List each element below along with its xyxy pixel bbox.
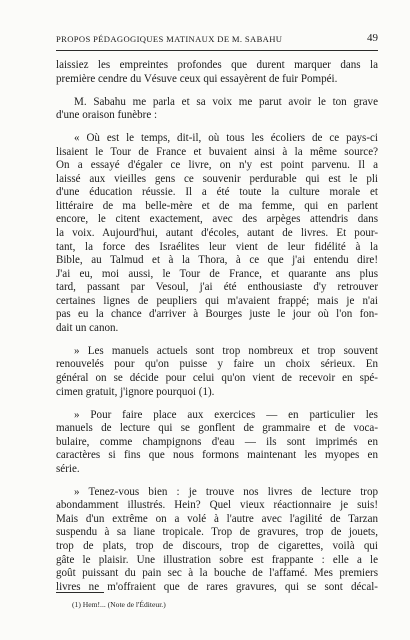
- footnote: (1) Hem!... (Note de l'Éditeur.): [72, 600, 166, 609]
- text-line: suspendu à sa liane tropicale. Trop de gravures, trop de jouets,: [56, 526, 378, 539]
- running-title: PROPOS PÉDAGOGIQUES MATINAUX DE M. SABAHU: [56, 34, 283, 44]
- text-line: bulaire, comme champignons d'eau — ils sont imprimés en: [56, 435, 378, 448]
- text-line: dait un canon.: [56, 321, 119, 334]
- text-line: M. Sabahu me parla et sa voix me parut avoir le ton grave: [74, 95, 378, 108]
- text-line: abondamment illustrés. Hein? Quel vieux réactionnaire je suis!: [56, 499, 378, 512]
- text-line: manuels de lecture qui se gonflent de grammaire et de voca-: [56, 422, 378, 435]
- text-line: goût puissant du pain sec à la bouche de l'affamé. Mes premiers: [56, 567, 378, 580]
- text-line: » Tenez-vous bien : je trouve nos livres de lecture trop: [74, 485, 378, 498]
- text-line: littéraire de ma belle-mère et de ma femme, qui en parlent: [56, 199, 378, 212]
- text-line: d'une oraison funèbre :: [56, 109, 158, 122]
- page-number: 49: [367, 32, 378, 44]
- text-line: renouvelés pour qu'on puisse y faire un choix sérieux. En: [56, 358, 378, 371]
- text-line: général on se décide pour celui qu'on vient de recevoir en spé-: [56, 371, 378, 384]
- text-line: Bible, au Talmud et à la Thora, à ce que j'ai entendu dire!: [56, 254, 378, 267]
- paragraph: [56, 409, 378, 477]
- text-line: Mais d'un extrême on a volé à l'autre avec l'agilité de Tarzan: [56, 512, 378, 525]
- text-line: la voix. Aujourd'hui, autant d'écoles, autant de livres. Et pour-: [56, 227, 378, 240]
- text-line: cimen gratuit, j'ignore pourquoi (1).: [56, 385, 215, 398]
- paragraph: [56, 132, 378, 335]
- body-text: [56, 59, 378, 594]
- text-line: première cendre du Vésuve ceux qui essayèrent de fuir Pompéi.: [56, 72, 338, 85]
- text-line: pas eu la chance d'arriver à Bourges juste le jour où l'on fon-: [56, 308, 378, 321]
- running-head: [56, 34, 378, 48]
- text-line: encore, le citent exactement, avec des arpèges attendris dans: [56, 213, 378, 226]
- text-line: » Les manuels actuels sont trop nombreux et trop souvent: [74, 344, 378, 357]
- text-line: » Pour faire place aux exercices — en particulier les: [74, 408, 378, 421]
- text-line: trop de plats, trop de discours, trop de cigarettes, voilà qui: [56, 540, 378, 552]
- paragraph: [56, 486, 378, 594]
- text-line: d'une éducation réussie. Il a été toute la culture morale et: [56, 186, 378, 199]
- text-line: certaines lignes de peupliers qui m'avaient frappé; mais je n'ai: [56, 294, 378, 307]
- text-line: caractères si fins que nous formons maintenant les myopes en: [56, 449, 378, 462]
- paragraph: [56, 345, 378, 399]
- text-line: On a essayé d'égaler ce livre, on n'y est point parvenu. Il a: [56, 159, 378, 172]
- text-line: J'ai eu, moi aussi, le Tour de France, et quarante ans plus: [56, 267, 378, 280]
- footnote-rule: [56, 592, 104, 593]
- text-line: laissiez les empreintes profondes que durent marquer dans la: [56, 59, 378, 71]
- text-line: tard, passant par Vesoul, j'ai été enthousiaste d'y retrouver: [56, 281, 378, 294]
- text-line: « Où est le temps, dit-il, où tous les écoliers de ce pays-ci: [74, 132, 378, 145]
- text-line: livres ne m'offraient que de rares gravures, qui se sont décal-: [56, 580, 378, 593]
- paragraph: [56, 96, 378, 123]
- header-rule: [56, 50, 378, 51]
- text-line: gâte le plaisir. Une illustration sobre est frappante : elle a le: [56, 553, 378, 566]
- text-line: laissé aux vieilles gens ce souvenir perdurable qui est le pli: [56, 172, 378, 185]
- paragraph-continuation: [56, 59, 378, 86]
- text-line: tant, la force des Israélites leur vient de leur fidélité à la: [56, 240, 378, 253]
- text-line: série.: [56, 462, 80, 475]
- text-line: lisaient le Tour de France et buvaient ainsi à la même source?: [56, 145, 378, 158]
